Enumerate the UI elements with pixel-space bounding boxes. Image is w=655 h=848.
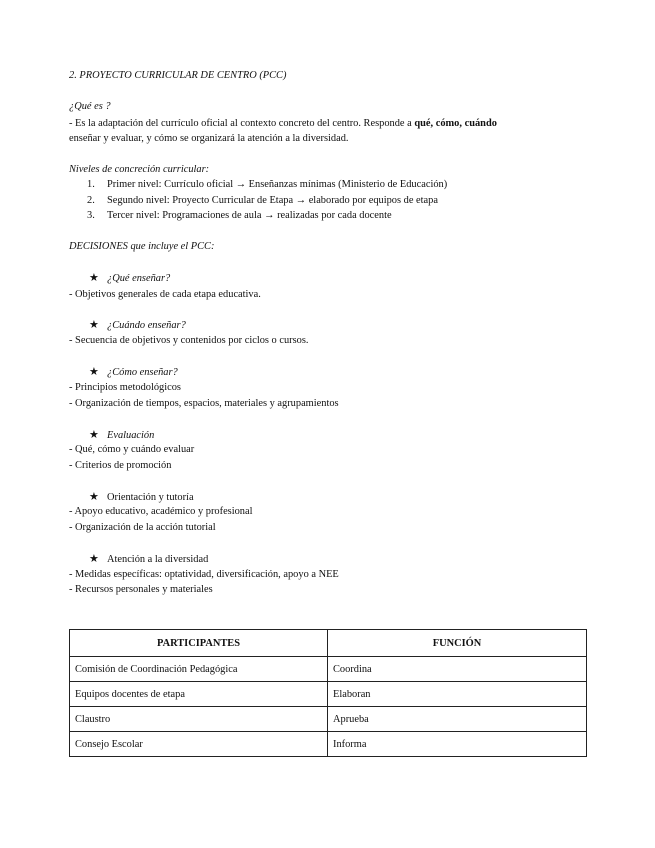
star-icon: ★ <box>89 428 99 441</box>
decision-heading-que <box>89 272 170 285</box>
table-cell: Equipos docentes de etapa <box>70 682 328 707</box>
niveles-title: Niveles de concreción curricular: <box>69 164 210 175</box>
nivel-item-1 <box>87 179 447 191</box>
table-cell: Claustro <box>70 707 328 732</box>
decision-title: Atención a la diversidad <box>107 554 209 565</box>
decision-line: - Qué, cómo y cuándo evaluar <box>69 444 195 455</box>
table-row <box>70 732 587 757</box>
nivel-text: Segundo nivel: Proyecto Curricular de Etapa → elaborado por equipos de etapa <box>107 195 438 206</box>
decision-line: - Secuencia de objetivos y contenidos por ciclos o cursos. <box>69 335 309 346</box>
que-es-title: ¿Qué es ? <box>69 101 111 112</box>
column-header-participantes: PARTICIPANTES <box>70 630 328 657</box>
table-cell: Informa <box>328 732 587 757</box>
table-header-row <box>70 630 587 657</box>
table-row <box>70 657 587 682</box>
star-icon: ★ <box>89 271 99 284</box>
nivel-item-3 <box>87 210 392 222</box>
decision-line: - Principios metodológicos <box>69 382 181 393</box>
table-cell: Coordina <box>328 657 587 682</box>
decision-line: - Organización de tiempos, espacios, materiales y agrupamientos <box>69 398 339 409</box>
decision-line: - Organización de la acción tutorial <box>69 522 216 533</box>
section-heading: 2. PROYECTO CURRICULAR DE CENTRO (PCC) <box>69 70 287 81</box>
nivel-number: 3. <box>87 210 95 221</box>
table-cell: Consejo Escolar <box>70 732 328 757</box>
decision-title: ¿Cómo enseñar? <box>107 367 178 378</box>
table-cell: Elaboran <box>328 682 587 707</box>
que-es-line-1 <box>69 118 497 130</box>
decision-line: - Objetivos generales de cada etapa educativa. <box>69 289 261 300</box>
table-row <box>70 707 587 732</box>
nivel-text: Primer nivel: Currículo oficial → Enseñanzas mínimas (Ministerio de Educación) <box>107 179 448 190</box>
decision-heading-evaluacion <box>89 429 154 442</box>
que-es-line-2: enseñar y evaluar, y cómo se organizará la atención a la diversidad. <box>69 133 349 144</box>
participants-table <box>69 629 587 757</box>
decision-title: ¿Qué enseñar? <box>107 273 171 284</box>
star-icon: ★ <box>89 552 99 565</box>
decision-line: - Medidas específicas: optatividad, diversificación, apoyo a NEE <box>69 569 339 580</box>
decision-line: - Criterios de promoción <box>69 460 172 471</box>
star-icon: ★ <box>89 365 99 378</box>
decision-title: Evaluación <box>107 430 155 441</box>
que-es-text: - Es la adaptación del currículo oficial al contexto concreto del centro. Responde a <box>69 118 415 129</box>
nivel-number: 2. <box>87 195 95 206</box>
table-cell: Aprueba <box>328 707 587 732</box>
nivel-text: Tercer nivel: Programaciones de aula → realizadas por cada docente <box>107 210 392 221</box>
decision-heading-diversidad <box>89 553 208 566</box>
decision-heading-cuando <box>89 319 186 332</box>
nivel-item-2 <box>87 195 438 207</box>
table-cell: Comisión de Coordinación Pedagógica <box>70 657 328 682</box>
decision-title: ¿Cuándo enseñar? <box>107 320 186 331</box>
nivel-number: 1. <box>87 179 95 190</box>
decisiones-title: DECISIONES que incluye el PCC: <box>69 241 215 252</box>
column-header-funcion: FUNCIÓN <box>328 630 587 657</box>
que-es-bold: qué, cómo, cuándo <box>414 118 497 129</box>
decision-heading-como <box>89 366 178 379</box>
star-icon: ★ <box>89 490 99 503</box>
decision-line: - Recursos personales y materiales <box>69 584 213 595</box>
decision-title: Orientación y tutoría <box>107 492 194 503</box>
decision-line: - Apoyo educativo, académico y profesional <box>69 506 253 517</box>
star-icon: ★ <box>89 318 99 331</box>
decision-heading-orientacion <box>89 491 194 504</box>
table-row <box>70 682 587 707</box>
